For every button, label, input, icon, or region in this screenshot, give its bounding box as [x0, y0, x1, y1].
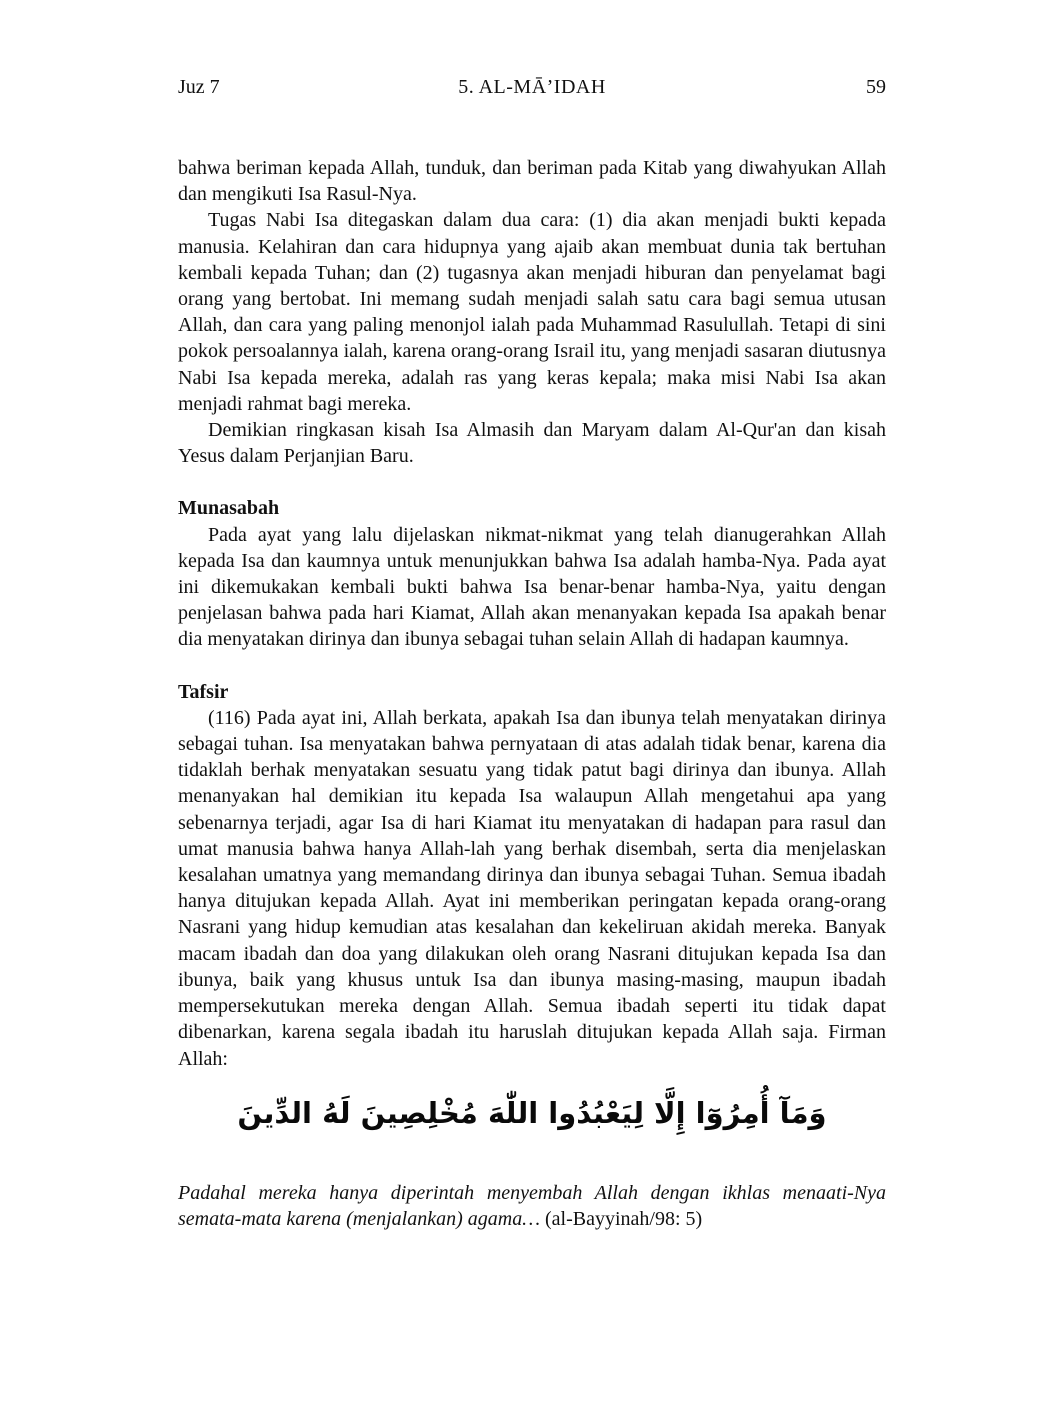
page-number: 59 [866, 76, 886, 98]
paragraph-continuation: bahwa beriman kepada Allah, tunduk, dan beriman pada Kitab yang diwahyukan Allah dan mengikuti Isa Rasul-Nya. [178, 157, 886, 206]
paragraph-tugas-nabi-isa: Tugas Nabi Isa ditegaskan dalam dua cara: (1) dia akan menjadi bukti kepada manusia. Kelahiran dan cara hidupnya yang ajaib akan membuat dunia tak bertuhan kembali kepada Tuhan; dan (2) tugasnya akan menjadi hiburan dan penyelamat bagi orang yang bertobat. Ini memang sudah menjadi salah satu cara bagi semua utusan Allah, dan cara yang paling menonjol ialah pada Muhammad Rasulullah. Tetapi di sini pokok persoalannya ialah, karena orang-orang Israil itu, yang menjadi sasaran diutusnya Nabi Isa kepada mereka, adalah ras yang keras kepala; maka misi Nabi Isa akan menjadi rahmat bagi mereka. [178, 209, 886, 415]
paragraph-munasabah: Pada ayat yang lalu dijelaskan nikmat-nikmat yang telah dianugerahkan Allah kepada Isa dan kaumnya untuk menunjukkan bahwa Isa adalah hamba-Nya. Pada ayat ini dikemukakan kembali bukti bahwa Isa benar-benar hamba-Nya, yaitu dengan penjelasan bahwa pada hari Kiamat, Allah akan menanyakan kepada Isa apakah benar dia menyatakan dirinya dan ibunya sebagai tuhan selain Allah di hadapan kaumnya. [178, 523, 886, 651]
arabic-quran-verse: وَمَآ أُمِرُوٓا إِلَّا لِيَعْبُدُوا اللّٰهَ مُخْلِصِينَ لَهُ الدِّينَ [237, 1095, 827, 1130]
paragraph-ringkasan: Demikian ringkasan kisah Isa Almasih dan Maryam dalam Al-Qur'an dan kisah Yesus dalam Perjanjian Baru. [178, 419, 886, 468]
verse-translation [178, 1180, 886, 1232]
verse-reference: (al-Bayyinah/98: 5) [544, 1208, 703, 1231]
verse-translation-text: Padahal mereka hanya diperintah menyembah Allah dengan ikhlas menaati-Nya semata-mata karena (menjalankan) agama… [178, 1182, 886, 1231]
paragraph-tafsir-116: (116) Pada ayat ini, Allah berkata, apakah Isa dan ibunya telah menyatakan dirinya sebagai tuhan. Isa menyatakan bahwa pernyataan di atas adalah tidak benar, karena dia tidaklah berhak menyatakan sesuatu yang tidak patut bagi dirinya dan ibunya. Allah menanyakan hal demikian itu kepada Isa walaupun Allah mengetahui apa yang sebenarnya terjadi, agar Isa di hari Kiamat itu menyatakan di hadapan para rasul dan umat manusia bahwa hanya Allah-lah yang berhak disembah, serta dia menjelaskan kesalahan umatnya yang memandang dirinya dan ibunya sebagai Tuhan. Semua ibadah hanya ditujukan kepada Allah. Ayat ini memberikan peringatan kepada orang-orang Nasrani yang hidup kemudian atas kesalahan dan kekeliruan akidah mereka. Banyak macam ibadah dan doa yang dilakukan oleh orang Nasrani ditujukan kepada Isa dan ibunya, baik yang khusus untuk Isa dan ibunya masing-masing, maupun ibadah mempersekutukan mereka dengan Allah. Semua ibadah seperti itu tidak dapat dibenarkan, karena segala ibadah itu haruslah ditujukan kepada Allah saja. Firman Allah: [178, 706, 886, 1070]
body-text [178, 155, 886, 1233]
heading-tafsir: Tafsir [178, 680, 229, 703]
running-header [178, 76, 886, 99]
heading-munasabah: Munasabah [178, 497, 280, 520]
juz-label: Juz 7 [178, 76, 220, 98]
surah-title: 5. AL-MĀ’IDAH [458, 76, 606, 98]
